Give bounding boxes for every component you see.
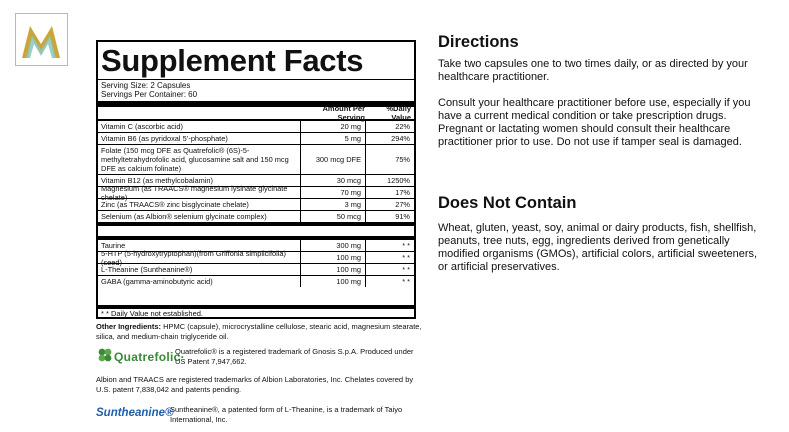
does-not-contain-heading: Does Not Contain bbox=[438, 194, 577, 212]
suntheanine-logo: Suntheanine® bbox=[96, 407, 174, 419]
brand-logo bbox=[15, 13, 68, 66]
other-ingredients: Other Ingredients: HPMC (capsule), microcrystalline cellulose, stearic acid, magnesium stearate, silica, and medium-chain triglyceride oil. bbox=[96, 322, 422, 341]
serving-size: Serving Size: 2 Capsules bbox=[98, 79, 414, 90]
ingredient-row: 5-HTP (5-hydroxytryptophan)(from Griffonia simplicifolia)(seed) 100 mg * * bbox=[98, 252, 414, 264]
servings-per-container: Servings Per Container: 60 bbox=[101, 90, 198, 99]
dv-column-header: %Daily Value bbox=[386, 104, 411, 122]
directions-text: Take two capsules one to two times daily, or as directed by your healthcare practitioner. bbox=[438, 58, 748, 83]
ingredient-row: GABA (gamma-aminobutyric acid) 100 mg * * bbox=[98, 276, 414, 287]
nutrient-row: Magnesium (as TRAACS® magnesium lysinate glycinate chelate) 70 mg 17% bbox=[98, 187, 414, 199]
ingredient-row: L-Theanine (Suntheanine®) 100 mg * * bbox=[98, 264, 414, 276]
quatrefolic-logo: Quatrefolic· bbox=[96, 346, 114, 369]
directions-heading: Directions bbox=[438, 33, 519, 51]
panel-title: Supplement Facts bbox=[101, 43, 364, 78]
clover-icon bbox=[96, 346, 114, 364]
nutrient-row: Vitamin B12 (as methylcobalamin) 30 mcg 1250% bbox=[98, 175, 414, 187]
dv-footnote: * * Daily Value not established. bbox=[101, 309, 204, 318]
supplement-facts-panel bbox=[96, 40, 416, 319]
panel-header-row bbox=[98, 104, 414, 122]
suntheanine-note: Suntheanine®, a patented form of L-Theanine, is a trademark of Taiyo International, Inc. bbox=[170, 405, 403, 424]
caution-text: Consult your healthcare practitioner before use, especially if you have a current medical condition or take prescription drugs. Pregnant or lactating women should consult their healthcare practitioner prior to use. Do not use if tamper seal is damaged. bbox=[438, 97, 751, 148]
nutrient-row: Folate (150 mcg DFE as Quatrefolic® (6S)-5-methyltetrahydrofolic acid, glucosamine salt and 150 mcg DFE as calcium folinate) 300 mcg DFE 75% bbox=[98, 145, 414, 175]
ingredient-row: Taurine 300 mg * * bbox=[98, 236, 414, 252]
nutrient-row: Zinc (as TRAACS® zinc bisglycinate chelate) 3 mg 27% bbox=[98, 199, 414, 211]
albion-note: Albion and TRAACS are registered trademarks of Albion Laboratories, Inc. Chelates covered by U.S. patent 7,838,042 and patents pending. bbox=[96, 375, 414, 394]
nutrient-row: Selenium (as Albion® selenium glycinate complex) 50 mcg 91% bbox=[98, 211, 414, 222]
nutrient-row: Vitamin B6 (as pyridoxal 5’-phosphate) 5 mg 294% bbox=[98, 133, 414, 145]
quatrefolic-note: Quatrefolic® is a registered trademark of Gnosis S.p.A. Produced under US Patent 7,947,662. bbox=[175, 347, 414, 366]
amount-column-header: Amount Per Serving bbox=[322, 104, 365, 122]
does-not-contain-text: Wheat, gluten, yeast, soy, animal or dairy products, fish, shellfish, peanuts, tree nuts, egg, ingredients derived from genetically modified organisms (GMOs), artificial colors, artificial sweeteners, or artificial preservatives. bbox=[438, 222, 758, 273]
nutrient-row: Vitamin C (ascorbic acid) 20 mg 22% bbox=[98, 121, 414, 133]
